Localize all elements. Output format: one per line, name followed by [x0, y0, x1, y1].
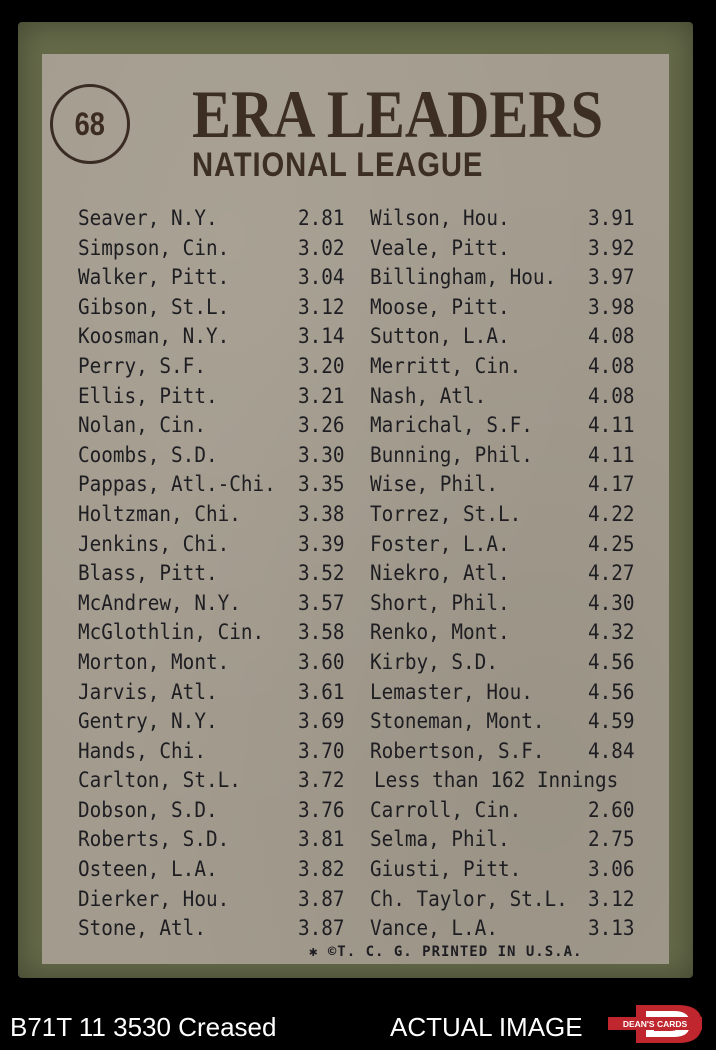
pitcher-era: 3.97: [588, 265, 635, 290]
list-row: [42, 204, 669, 234]
pitcher-era: 4.59: [588, 709, 635, 734]
pitcher-name: Billingham, Hou.: [370, 265, 557, 290]
pitcher-era: 4.08: [588, 383, 635, 408]
pitcher-era: 3.12: [298, 294, 345, 319]
pitcher-era: 3.57: [298, 590, 345, 615]
pitcher-name: Simpson, Cin.: [78, 235, 230, 260]
pitcher-name: Ellis, Pitt.: [78, 383, 218, 408]
pitcher-name: Hands, Chi.: [78, 738, 206, 763]
pitcher-name: Giusti, Pitt.: [370, 857, 522, 882]
pitcher-era: 4.11: [588, 442, 635, 467]
pitcher-name: Sutton, L.A.: [370, 324, 510, 349]
pitcher-name: Dierker, Hou.: [78, 886, 230, 911]
pitcher-name: Perry, S.F.: [78, 353, 206, 378]
pitcher-name: Blass, Pitt.: [78, 561, 218, 586]
pitcher-era: 3.30: [298, 442, 345, 467]
pitcher-era: 4.27: [588, 561, 635, 586]
pitcher-name: Merritt, Cin.: [370, 353, 522, 378]
list-row: [42, 411, 669, 441]
pitcher-name: Carlton, St.L.: [78, 768, 241, 793]
section-heading: Less than 162 Innings: [374, 768, 619, 793]
pitcher-name: Gibson, St.L.: [78, 294, 230, 319]
pitcher-era: 2.75: [588, 827, 635, 852]
pitcher-era: 3.82: [298, 857, 345, 882]
pitcher-era: 3.91: [588, 206, 635, 230]
pitcher-era: 3.58: [298, 620, 345, 645]
list-row: [42, 796, 669, 826]
pitcher-era: 3.12: [588, 886, 635, 911]
pitcher-era: 4.08: [588, 353, 635, 378]
pitcher-name: Walker, Pitt.: [78, 265, 230, 290]
pitcher-era: 3.87: [298, 916, 345, 941]
pitcher-name: Short, Phil.: [370, 590, 510, 615]
list-row: [42, 589, 669, 619]
list-row: [42, 855, 669, 885]
pitcher-era: 3.61: [298, 679, 345, 704]
pitcher-name: Gentry, N.Y.: [78, 709, 218, 734]
pitcher-era: 3.70: [298, 738, 345, 763]
list-row: [42, 648, 669, 678]
pitcher-era: 3.06: [588, 857, 635, 882]
era-leaders-list: [42, 204, 669, 944]
pitcher-name: Vance, L.A.: [370, 916, 498, 941]
logo-text: DEAN'S CARDS: [622, 1019, 688, 1029]
pitcher-era: 3.14: [298, 324, 345, 349]
pitcher-era: 3.20: [298, 353, 345, 378]
pitcher-era: 3.26: [298, 413, 345, 438]
list-row: [42, 618, 669, 648]
pitcher-name: Jarvis, Atl.: [78, 679, 218, 704]
pitcher-era: 4.17: [588, 472, 635, 497]
list-row: [42, 263, 669, 293]
pitcher-name: Moose, Pitt.: [370, 294, 510, 319]
pitcher-name: Ch. Taylor, St.L.: [370, 886, 568, 911]
list-row: [42, 825, 669, 855]
pitcher-name: McGlothlin, Cin.: [78, 620, 265, 645]
pitcher-era: 2.81: [298, 206, 345, 230]
card-subtitle: NATIONAL LEAGUE: [192, 146, 484, 184]
pitcher-name: Koosman, N.Y.: [78, 324, 230, 349]
list-row: [42, 441, 669, 471]
card-title: ERA LEADERS: [192, 76, 604, 152]
pitcher-name: Kirby, S.D.: [370, 649, 498, 674]
pitcher-era: 4.08: [588, 324, 635, 349]
pitcher-name: Roberts, S.D.: [78, 827, 230, 852]
pitcher-era: 4.22: [588, 501, 635, 526]
pitcher-name: Holtzman, Chi.: [78, 501, 241, 526]
list-row: [42, 559, 669, 589]
pitcher-era: 3.92: [588, 235, 635, 260]
card-id-caption: B71T 11 3530 Creased: [10, 1012, 277, 1042]
list-row: [42, 885, 669, 915]
pitcher-name: Robertson, S.F.: [370, 738, 545, 763]
pitcher-era: 3.60: [298, 649, 345, 674]
list-row: [42, 382, 669, 412]
pitcher-era: 4.30: [588, 590, 635, 615]
pitcher-name: Jenkins, Chi.: [78, 531, 230, 556]
actual-image-caption: ACTUAL IMAGE: [390, 1012, 583, 1042]
list-row: [42, 234, 669, 264]
list-row: [42, 352, 669, 382]
pitcher-name: Nolan, Cin.: [78, 413, 206, 438]
pitcher-era: 3.87: [298, 886, 345, 911]
pitcher-era: 4.56: [588, 649, 635, 674]
card-number: 68: [74, 105, 106, 142]
pitcher-era: 3.39: [298, 531, 345, 556]
pitcher-name: Selma, Phil.: [370, 827, 510, 852]
pitcher-era: 3.02: [298, 235, 345, 260]
pitcher-name: Stoneman, Mont.: [370, 709, 545, 734]
pitcher-era: 3.69: [298, 709, 345, 734]
pitcher-name: Morton, Mont.: [78, 649, 230, 674]
pitcher-name: Carroll, Cin.: [370, 797, 522, 822]
list-row: [42, 322, 669, 352]
copyright-footer: ✱ ©T. C. G. PRINTED IN U.S.A.: [309, 944, 583, 960]
pitcher-era: 3.38: [298, 501, 345, 526]
pitcher-name: Coombs, S.D.: [78, 442, 218, 467]
pitcher-era: 4.25: [588, 531, 635, 556]
pitcher-era: 4.32: [588, 620, 635, 645]
pitcher-era: 3.35: [298, 472, 345, 497]
list-row: [42, 707, 669, 737]
pitcher-era: 3.81: [298, 827, 345, 852]
pitcher-era: 3.13: [588, 916, 635, 941]
pitcher-era: 3.21: [298, 383, 345, 408]
list-row: [42, 737, 669, 767]
pitcher-name: Marichal, S.F.: [370, 413, 533, 438]
pitcher-name: Foster, L.A.: [370, 531, 510, 556]
pitcher-era: 4.56: [588, 679, 635, 704]
pitcher-name: Lemaster, Hou.: [370, 679, 533, 704]
pitcher-era: 3.98: [588, 294, 635, 319]
list-row-section-heading: [42, 766, 669, 796]
list-row: [42, 530, 669, 560]
pitcher-name: Wise, Phil.: [370, 472, 498, 497]
pitcher-name: Pappas, Atl.-Chi.: [78, 472, 276, 497]
pitcher-name: Bunning, Phil.: [370, 442, 533, 467]
list-row: [42, 470, 669, 500]
pitcher-name: Veale, Pitt.: [370, 235, 510, 260]
pitcher-name: Wilson, Hou.: [370, 206, 510, 230]
pitcher-name: Seaver, N.Y.: [78, 206, 218, 230]
pitcher-era: 3.72: [298, 768, 345, 793]
card-number-badge: [50, 84, 130, 164]
list-row: [42, 678, 669, 708]
pitcher-name: Renko, Mont.: [370, 620, 510, 645]
pitcher-name: Osteen, L.A.: [78, 857, 218, 882]
deans-cards-logo: [606, 1003, 706, 1045]
pitcher-era: 3.52: [298, 561, 345, 586]
pitcher-name: McAndrew, N.Y.: [78, 590, 241, 615]
pitcher-era: 2.60: [588, 797, 635, 822]
list-row: [42, 293, 669, 323]
pitcher-name: Stone, Atl.: [78, 916, 206, 941]
list-row: [42, 914, 669, 944]
pitcher-era: 4.84: [588, 738, 635, 763]
pitcher-name: Dobson, S.D.: [78, 797, 218, 822]
pitcher-era: 3.04: [298, 265, 345, 290]
pitcher-era: 4.11: [588, 413, 635, 438]
list-row: [42, 500, 669, 530]
card-panel: [42, 54, 669, 964]
baseball-card-back: [18, 22, 693, 978]
pitcher-name: Nash, Atl.: [370, 383, 487, 408]
pitcher-name: Niekro, Atl.: [370, 561, 510, 586]
pitcher-name: Torrez, St.L.: [370, 501, 522, 526]
pitcher-era: 3.76: [298, 797, 345, 822]
